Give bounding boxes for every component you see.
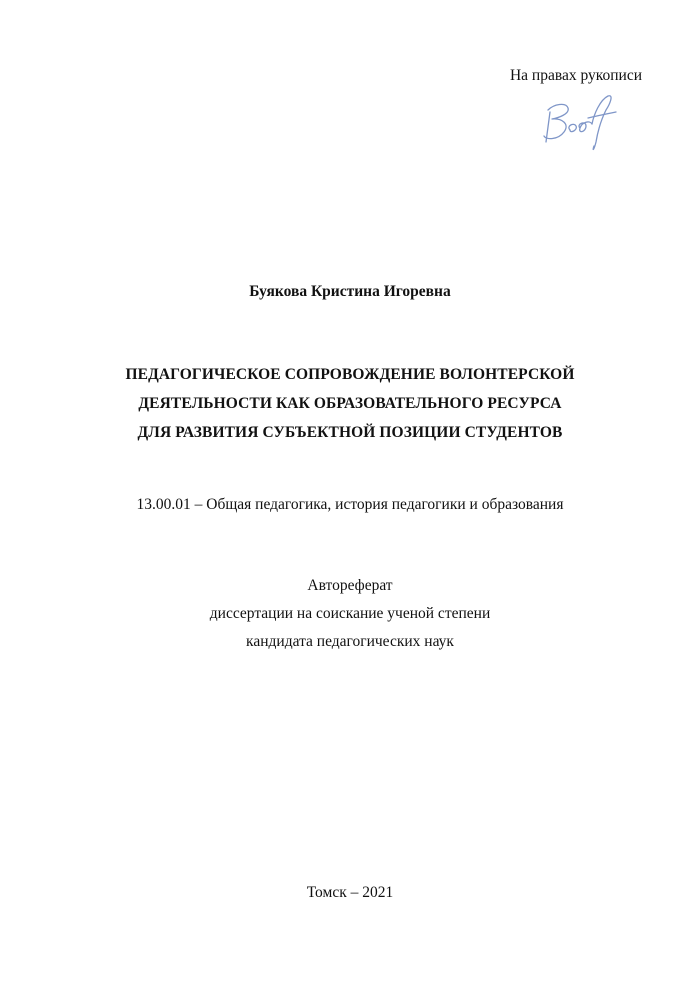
title-line-1: ПЕДАГОГИЧЕСКОЕ СОПРОВОЖДЕНИЕ ВОЛОНТЕРСКОЙ [125,366,575,383]
signature-image [536,90,624,156]
rights-note: На правах рукописи [509,67,642,84]
abstract-line-1: Автореферат [307,577,393,594]
specialty-code: 13.00.01 – Общая педагогика, история педагогики и образования [136,496,564,513]
title-line-3: ДЛЯ РАЗВИТИЯ СУБЪЕКТНОЙ ПОЗИЦИИ СТУДЕНТОВ [137,424,563,441]
abstract-line-2: диссертации на соискание ученой степени [209,605,491,622]
abstract-line-3: кандидата педагогических наук [246,633,454,650]
city-year: Томск – 2021 [306,884,394,901]
abstract-block [0,572,700,656]
title-line-2: ДЕЯТЕЛЬНОСТИ КАК ОБРАЗОВАТЕЛЬНОГО РЕСУРСА [138,395,562,412]
dissertation-title [60,360,640,447]
author-name: Буякова Кристина Игоревна [249,283,451,300]
